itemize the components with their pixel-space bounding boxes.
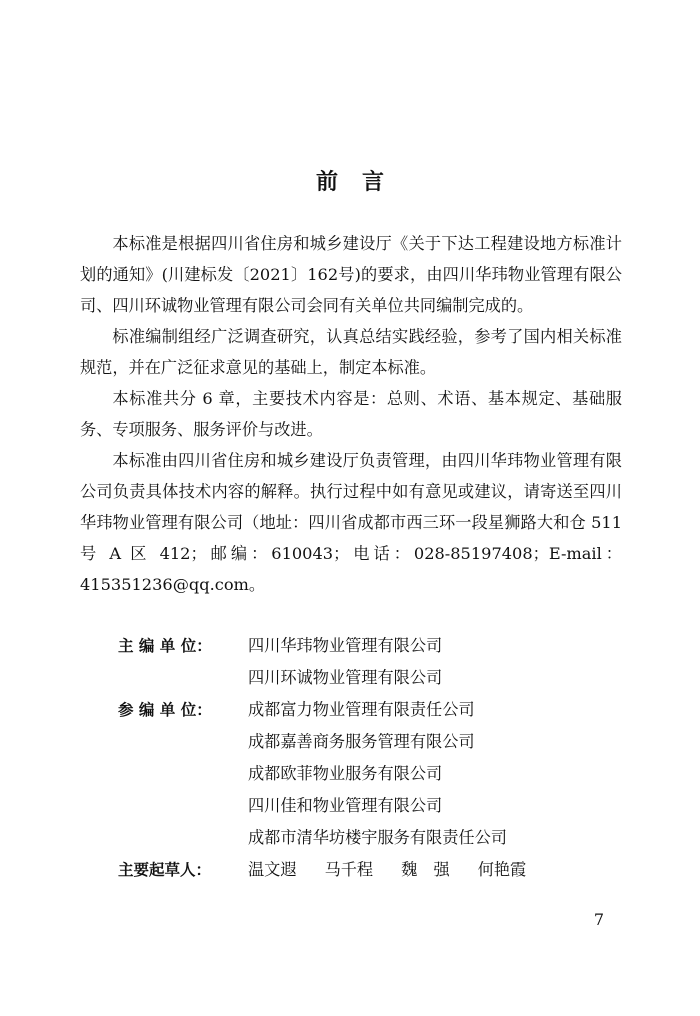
- page-title: [0, 165, 700, 196]
- chief-units-label: 主 编 单 位：: [118, 637, 212, 655]
- participating-units-label: 参 编 单 位：: [118, 701, 212, 719]
- paragraph-basis: 本标准是根据四川省住房和城乡建设厅《关于下达工程建设地方标准计划的通知》(川建标发〔2021〕162号)的要求，由四川华玮物业管理有限公司、四川环诚物业管理有限公司会同有关单位共同编制完成的。: [80, 234, 622, 315]
- page-title-second-char: 言: [362, 170, 385, 195]
- participating-unit: 四川佳和物业管理有限公司: [248, 796, 443, 815]
- credits-section: [80, 630, 640, 886]
- paragraph-management: 本标准由四川省住房和城乡建设厅负责管理，由四川华玮物业管理有限公司负责具体技术内容的解释。执行过程中如有意见或建议，请寄送至四川华玮物业管理有限公司（地址：四川省成都市西三环一段星狮路大和仓 511 号 A 区 412；邮编：610043；电话：028-85197408；E-mail：415351236@qq.com。: [80, 451, 622, 594]
- page-number: 7: [593, 910, 604, 929]
- paragraph-compilation: 标准编制组经广泛调查研究，认真总结实践经验，参考了国内相关标准规范，并在广泛征求意见的基础上，制定本标准。: [80, 327, 622, 377]
- participating-unit: 成都欧菲物业服务有限公司: [248, 764, 443, 783]
- drafter-name: 温文遐: [248, 860, 297, 879]
- chief-units-row: [80, 630, 640, 694]
- page-title-first-char: 前: [315, 170, 338, 195]
- drafters-list: [248, 854, 554, 886]
- paragraph-contents: 本标准共分 6 章，主要技术内容是：总则、术语、基本规定、基础服务、专项服务、服务评价与改进。: [80, 389, 622, 439]
- chief-unit: 四川环诚物业管理有限公司: [248, 668, 443, 687]
- drafter-name: 魏 强: [401, 860, 450, 879]
- participating-unit: 成都嘉善商务服务管理有限公司: [248, 732, 475, 751]
- chief-units-list: [248, 630, 442, 694]
- participating-unit: 成都富力物业管理有限责任公司: [248, 700, 475, 719]
- drafter-name: 马千程: [324, 860, 374, 879]
- participating-units-list: [248, 694, 507, 854]
- chief-unit: 四川华玮物业管理有限公司: [248, 636, 443, 655]
- drafter-name: 何艳霞: [477, 860, 527, 879]
- participating-unit: 成都市清华坊楼宇服务有限责任公司: [248, 828, 507, 847]
- participating-units-row: [80, 694, 640, 854]
- drafters-label: 主要起草人：: [118, 861, 212, 879]
- preface-body: [80, 228, 622, 600]
- drafters-row: [80, 854, 640, 886]
